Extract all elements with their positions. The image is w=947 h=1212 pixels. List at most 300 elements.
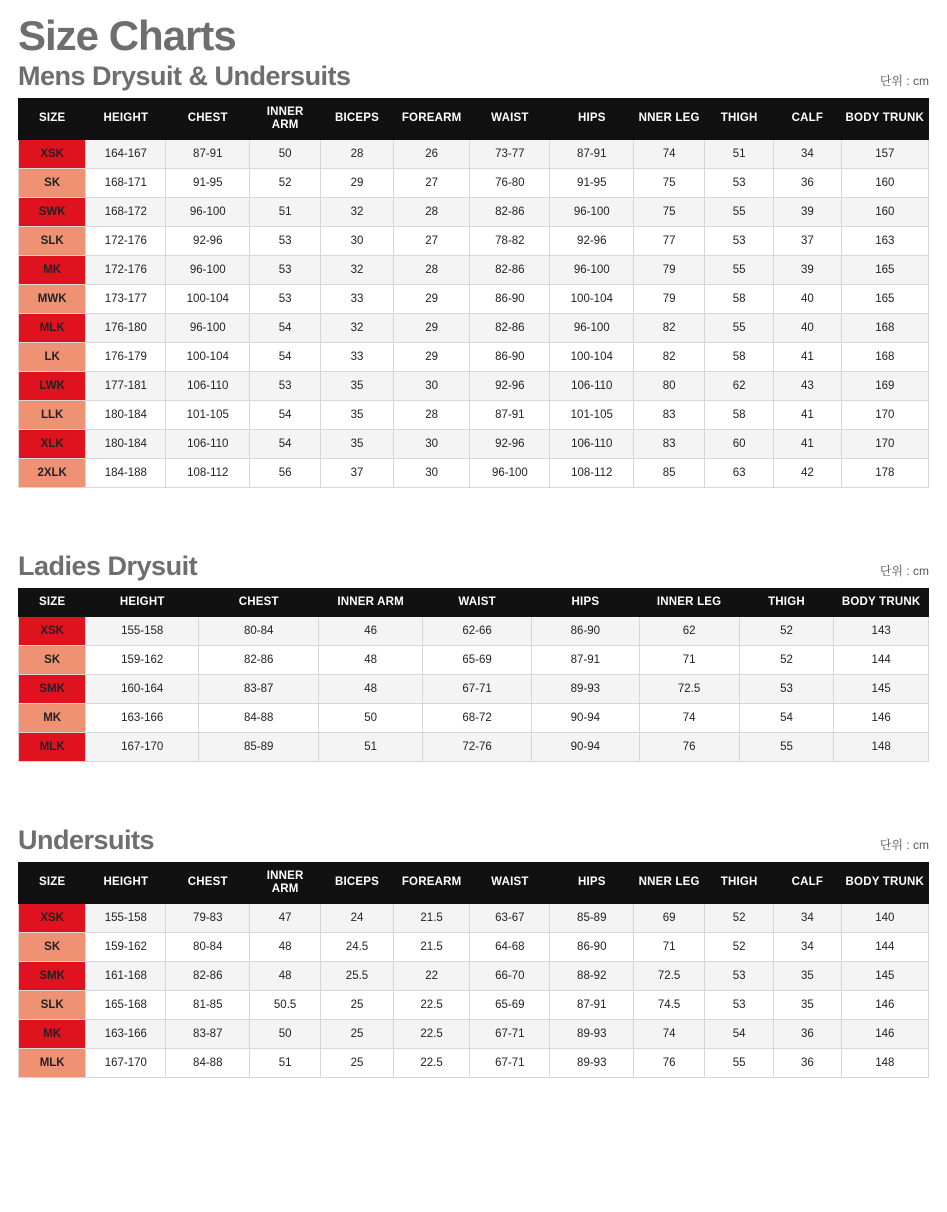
measurement-cell: 30	[321, 227, 394, 256]
table-row	[19, 227, 929, 256]
size-label-cell: SMK	[19, 675, 86, 704]
measurement-cell: 52	[250, 169, 321, 198]
table-row	[19, 430, 929, 459]
table-row	[19, 704, 929, 733]
measurement-cell: 144	[841, 933, 928, 962]
section-title: Mens Drysuit & Undersuits	[18, 61, 351, 92]
measurement-cell: 53	[705, 227, 774, 256]
measurement-cell: 35	[321, 372, 394, 401]
measurement-cell: 75	[634, 198, 705, 227]
section-title: Undersuits	[18, 825, 155, 856]
measurement-cell: 165	[841, 285, 928, 314]
measurement-cell: 53	[705, 169, 774, 198]
column-header: WAIST	[470, 98, 550, 139]
measurement-cell: 140	[841, 904, 928, 933]
measurement-cell: 21.5	[393, 904, 469, 933]
measurement-cell: 80-84	[166, 933, 250, 962]
measurement-cell: 157	[841, 140, 928, 169]
measurement-cell: 155-158	[86, 904, 166, 933]
measurement-cell: 108-112	[166, 459, 250, 488]
measurement-cell: 67-71	[470, 1049, 550, 1078]
measurement-cell: 76	[639, 733, 739, 762]
measurement-cell: 106-110	[166, 430, 250, 459]
column-header: BODY TRUNK	[841, 98, 928, 139]
measurement-cell: 79-83	[166, 904, 250, 933]
column-header: HEIGHT	[86, 98, 166, 139]
measurement-cell: 28	[393, 401, 469, 430]
measurement-cell: 159-162	[86, 646, 199, 675]
measurement-cell: 96-100	[550, 314, 634, 343]
measurement-cell: 54	[250, 314, 321, 343]
measurement-cell: 100-104	[550, 343, 634, 372]
measurement-cell: 101-105	[550, 401, 634, 430]
column-header: SIZE	[19, 862, 86, 903]
measurement-cell: 50.5	[250, 991, 321, 1020]
measurement-cell: 180-184	[86, 430, 166, 459]
measurement-cell: 25	[321, 991, 394, 1020]
measurement-cell: 53	[739, 675, 834, 704]
column-header: SIZE	[19, 98, 86, 139]
measurement-cell: 106-110	[550, 372, 634, 401]
measurement-cell: 29	[393, 314, 469, 343]
measurement-cell: 51	[705, 140, 774, 169]
measurement-cell: 25	[321, 1049, 394, 1078]
table-row	[19, 933, 929, 962]
measurement-cell: 100-104	[166, 285, 250, 314]
section-spacer	[18, 762, 929, 792]
measurement-cell: 54	[739, 704, 834, 733]
measurement-cell: 86-90	[470, 285, 550, 314]
measurement-cell: 173-177	[86, 285, 166, 314]
measurement-cell: 28	[393, 256, 469, 285]
column-header: HIPS	[550, 98, 634, 139]
size-label-cell: LK	[19, 343, 86, 372]
size-chart-section-ladies-drysuit	[18, 552, 929, 792]
size-label-cell: MK	[19, 1020, 86, 1049]
unit-note: 단위 : cm	[879, 563, 929, 578]
measurement-cell: 79	[634, 256, 705, 285]
table-row	[19, 1049, 929, 1078]
measurement-cell: 161-168	[86, 962, 166, 991]
measurement-cell: 168	[841, 343, 928, 372]
table-row	[19, 169, 929, 198]
table-row	[19, 256, 929, 285]
measurement-cell: 35	[321, 401, 394, 430]
measurement-cell: 71	[639, 646, 739, 675]
section-header	[18, 62, 929, 92]
section-title: Ladies Drysuit	[18, 551, 198, 582]
section-spacer	[18, 1078, 929, 1108]
size-label-cell: MLK	[19, 1049, 86, 1078]
measurement-cell: 28	[393, 198, 469, 227]
measurement-cell: 160-164	[86, 675, 199, 704]
measurement-cell: 82	[634, 314, 705, 343]
column-header: BICEPS	[321, 98, 394, 139]
measurement-cell: 80	[634, 372, 705, 401]
table-row	[19, 733, 929, 762]
measurement-cell: 53	[250, 227, 321, 256]
measurement-cell: 58	[705, 343, 774, 372]
measurement-cell: 96-100	[166, 198, 250, 227]
measurement-cell: 165-168	[86, 991, 166, 1020]
measurement-cell: 84-88	[166, 1049, 250, 1078]
table-row	[19, 991, 929, 1020]
measurement-cell: 87-91	[166, 140, 250, 169]
measurement-cell: 32	[321, 256, 394, 285]
size-label-cell: MLK	[19, 733, 86, 762]
sections-container	[18, 62, 929, 1108]
measurement-cell: 58	[705, 401, 774, 430]
size-chart-section-mens-drysuit-undersuits	[18, 62, 929, 518]
measurement-cell: 33	[321, 285, 394, 314]
section-header	[18, 552, 929, 582]
measurement-cell: 90-94	[532, 704, 639, 733]
measurement-cell: 34	[774, 904, 841, 933]
measurement-cell: 24.5	[321, 933, 394, 962]
measurement-cell: 145	[841, 962, 928, 991]
measurement-cell: 24	[321, 904, 394, 933]
measurement-cell: 73-77	[470, 140, 550, 169]
measurement-cell: 160	[841, 198, 928, 227]
measurement-cell: 85	[634, 459, 705, 488]
measurement-cell: 170	[841, 401, 928, 430]
measurement-cell: 39	[774, 198, 841, 227]
table-header-row	[19, 862, 929, 903]
measurement-cell: 87-91	[532, 646, 639, 675]
size-label-cell: LWK	[19, 372, 86, 401]
measurement-cell: 87-91	[550, 991, 634, 1020]
measurement-cell: 58	[705, 285, 774, 314]
measurement-cell: 85-89	[199, 733, 319, 762]
measurement-cell: 86-90	[550, 933, 634, 962]
size-table	[18, 862, 929, 1078]
measurement-cell: 52	[705, 933, 774, 962]
measurement-cell: 100-104	[550, 285, 634, 314]
size-label-cell: SK	[19, 169, 86, 198]
measurement-cell: 62-66	[423, 617, 532, 646]
measurement-cell: 72.5	[634, 962, 705, 991]
measurement-cell: 92-96	[470, 372, 550, 401]
measurement-cell: 178	[841, 459, 928, 488]
measurement-cell: 63	[705, 459, 774, 488]
measurement-cell: 106-110	[550, 430, 634, 459]
measurement-cell: 82-86	[199, 646, 319, 675]
measurement-cell: 106-110	[166, 372, 250, 401]
size-label-cell: XSK	[19, 904, 86, 933]
measurement-cell: 81-85	[166, 991, 250, 1020]
measurement-cell: 69	[634, 904, 705, 933]
measurement-cell: 32	[321, 198, 394, 227]
measurement-cell: 72-76	[423, 733, 532, 762]
column-header: BODY TRUNK	[841, 862, 928, 903]
measurement-cell: 34	[774, 140, 841, 169]
measurement-cell: 96-100	[550, 198, 634, 227]
column-header: HIPS	[550, 862, 634, 903]
table-row	[19, 617, 929, 646]
table-row	[19, 459, 929, 488]
measurement-cell: 48	[250, 933, 321, 962]
measurement-cell: 51	[250, 198, 321, 227]
column-header: CHEST	[199, 588, 319, 616]
size-label-cell: XSK	[19, 617, 86, 646]
column-header: WAIST	[470, 862, 550, 903]
measurement-cell: 184-188	[86, 459, 166, 488]
measurement-cell: 170	[841, 430, 928, 459]
measurement-cell: 36	[774, 169, 841, 198]
size-label-cell: MLK	[19, 314, 86, 343]
measurement-cell: 167-170	[86, 733, 199, 762]
measurement-cell: 82-86	[166, 962, 250, 991]
table-row	[19, 285, 929, 314]
unit-note: 단위 : cm	[879, 837, 929, 852]
measurement-cell: 145	[834, 675, 929, 704]
size-label-cell: MK	[19, 704, 86, 733]
column-header: WAIST	[423, 588, 532, 616]
table-row	[19, 343, 929, 372]
measurement-cell: 62	[705, 372, 774, 401]
measurement-cell: 77	[634, 227, 705, 256]
measurement-cell: 39	[774, 256, 841, 285]
measurement-cell: 27	[393, 227, 469, 256]
measurement-cell: 21.5	[393, 933, 469, 962]
table-row	[19, 372, 929, 401]
measurement-cell: 30	[393, 459, 469, 488]
measurement-cell: 177-181	[86, 372, 166, 401]
measurement-cell: 65-69	[470, 991, 550, 1020]
column-header: HIPS	[532, 588, 639, 616]
measurement-cell: 96-100	[470, 459, 550, 488]
measurement-cell: 48	[319, 646, 423, 675]
measurement-cell: 52	[739, 617, 834, 646]
measurement-cell: 79	[634, 285, 705, 314]
column-header: THIGH	[705, 98, 774, 139]
measurement-cell: 172-176	[86, 256, 166, 285]
unit-note: 단위 : cm	[879, 73, 929, 88]
measurement-cell: 41	[774, 401, 841, 430]
measurement-cell: 41	[774, 430, 841, 459]
measurement-cell: 35	[774, 962, 841, 991]
measurement-cell: 36	[774, 1020, 841, 1049]
size-table	[18, 588, 929, 762]
measurement-cell: 67-71	[470, 1020, 550, 1049]
measurement-cell: 55	[705, 256, 774, 285]
measurement-cell: 108-112	[550, 459, 634, 488]
table-row	[19, 646, 929, 675]
column-header: THIGH	[705, 862, 774, 903]
measurement-cell: 92-96	[550, 227, 634, 256]
size-table	[18, 98, 929, 488]
table-row	[19, 140, 929, 169]
measurement-cell: 168-171	[86, 169, 166, 198]
measurement-cell: 74.5	[634, 991, 705, 1020]
measurement-cell: 82-86	[470, 198, 550, 227]
measurement-cell: 92-96	[166, 227, 250, 256]
column-header: HEIGHT	[86, 588, 199, 616]
measurement-cell: 180-184	[86, 401, 166, 430]
measurement-cell: 53	[250, 256, 321, 285]
measurement-cell: 55	[705, 314, 774, 343]
measurement-cell: 164-167	[86, 140, 166, 169]
measurement-cell: 29	[321, 169, 394, 198]
measurement-cell: 91-95	[166, 169, 250, 198]
measurement-cell: 72.5	[639, 675, 739, 704]
measurement-cell: 83	[634, 401, 705, 430]
size-label-cell: SLK	[19, 227, 86, 256]
measurement-cell: 168	[841, 314, 928, 343]
column-header: BODY TRUNK	[834, 588, 929, 616]
measurement-cell: 48	[250, 962, 321, 991]
measurement-cell: 146	[841, 991, 928, 1020]
column-header: FOREARM	[393, 98, 469, 139]
column-header: NNER LEG	[634, 862, 705, 903]
measurement-cell: 74	[639, 704, 739, 733]
table-row	[19, 198, 929, 227]
measurement-cell: 29	[393, 343, 469, 372]
measurement-cell: 64-68	[470, 933, 550, 962]
measurement-cell: 71	[634, 933, 705, 962]
measurement-cell: 54	[250, 343, 321, 372]
measurement-cell: 144	[834, 646, 929, 675]
measurement-cell: 159-162	[86, 933, 166, 962]
table-row	[19, 904, 929, 933]
column-header: CHEST	[166, 862, 250, 903]
size-label-cell: SK	[19, 646, 86, 675]
measurement-cell: 146	[834, 704, 929, 733]
measurement-cell: 47	[250, 904, 321, 933]
measurement-cell: 84-88	[199, 704, 319, 733]
measurement-cell: 54	[250, 430, 321, 459]
measurement-cell: 76	[634, 1049, 705, 1078]
measurement-cell: 22.5	[393, 1020, 469, 1049]
measurement-cell: 100-104	[166, 343, 250, 372]
measurement-cell: 53	[250, 285, 321, 314]
measurement-cell: 55	[739, 733, 834, 762]
measurement-cell: 101-105	[166, 401, 250, 430]
measurement-cell: 82	[634, 343, 705, 372]
measurement-cell: 54	[250, 401, 321, 430]
size-label-cell: SK	[19, 933, 86, 962]
measurement-cell: 163-166	[86, 1020, 166, 1049]
measurement-cell: 76-80	[470, 169, 550, 198]
size-label-cell: SMK	[19, 962, 86, 991]
measurement-cell: 65-69	[423, 646, 532, 675]
measurement-cell: 148	[841, 1049, 928, 1078]
size-label-cell: MWK	[19, 285, 86, 314]
measurement-cell: 83-87	[199, 675, 319, 704]
column-header: INNER ARM	[319, 588, 423, 616]
measurement-cell: 148	[834, 733, 929, 762]
column-header: FOREARM	[393, 862, 469, 903]
measurement-cell: 30	[393, 430, 469, 459]
size-label-cell: SWK	[19, 198, 86, 227]
measurement-cell: 22.5	[393, 991, 469, 1020]
size-label-cell: XLK	[19, 430, 86, 459]
size-label-cell: LLK	[19, 401, 86, 430]
table-row	[19, 1020, 929, 1049]
measurement-cell: 143	[834, 617, 929, 646]
measurement-cell: 75	[634, 169, 705, 198]
measurement-cell: 83-87	[166, 1020, 250, 1049]
measurement-cell: 167-170	[86, 1049, 166, 1078]
measurement-cell: 54	[705, 1020, 774, 1049]
measurement-cell: 74	[634, 1020, 705, 1049]
measurement-cell: 40	[774, 314, 841, 343]
measurement-cell: 172-176	[86, 227, 166, 256]
measurement-cell: 46	[319, 617, 423, 646]
measurement-cell: 51	[319, 733, 423, 762]
measurement-cell: 26	[393, 140, 469, 169]
measurement-cell: 30	[393, 372, 469, 401]
measurement-cell: 32	[321, 314, 394, 343]
measurement-cell: 50	[319, 704, 423, 733]
column-header: CHEST	[166, 98, 250, 139]
measurement-cell: 29	[393, 285, 469, 314]
measurement-cell: 67-71	[423, 675, 532, 704]
measurement-cell: 42	[774, 459, 841, 488]
measurement-cell: 55	[705, 1049, 774, 1078]
measurement-cell: 40	[774, 285, 841, 314]
measurement-cell: 41	[774, 343, 841, 372]
measurement-cell: 22	[393, 962, 469, 991]
measurement-cell: 91-95	[550, 169, 634, 198]
measurement-cell: 53	[705, 991, 774, 1020]
column-header: NNER LEG	[634, 98, 705, 139]
measurement-cell: 34	[774, 933, 841, 962]
measurement-cell: 50	[250, 140, 321, 169]
measurement-cell: 62	[639, 617, 739, 646]
column-header: INNER LEG	[639, 588, 739, 616]
measurement-cell: 27	[393, 169, 469, 198]
size-label-cell: 2XLK	[19, 459, 86, 488]
column-header: THIGH	[739, 588, 834, 616]
measurement-cell: 86-90	[470, 343, 550, 372]
measurement-cell: 80-84	[199, 617, 319, 646]
measurement-cell: 74	[634, 140, 705, 169]
measurement-cell: 35	[321, 430, 394, 459]
column-header: CALF	[774, 862, 841, 903]
measurement-cell: 52	[705, 904, 774, 933]
column-header: HEIGHT	[86, 862, 166, 903]
measurement-cell: 96-100	[550, 256, 634, 285]
measurement-cell: 85-89	[550, 904, 634, 933]
measurement-cell: 36	[774, 1049, 841, 1078]
measurement-cell: 37	[321, 459, 394, 488]
measurement-cell: 51	[250, 1049, 321, 1078]
measurement-cell: 22.5	[393, 1049, 469, 1078]
size-label-cell: SLK	[19, 991, 86, 1020]
measurement-cell: 56	[250, 459, 321, 488]
measurement-cell: 155-158	[86, 617, 199, 646]
column-header: INNER ARM	[250, 862, 321, 903]
measurement-cell: 96-100	[166, 256, 250, 285]
measurement-cell: 176-180	[86, 314, 166, 343]
column-header: INNER ARM	[250, 98, 321, 139]
measurement-cell: 60	[705, 430, 774, 459]
measurement-cell: 163	[841, 227, 928, 256]
measurement-cell: 176-179	[86, 343, 166, 372]
measurement-cell: 35	[774, 991, 841, 1020]
measurement-cell: 55	[705, 198, 774, 227]
measurement-cell: 43	[774, 372, 841, 401]
measurement-cell: 88-92	[550, 962, 634, 991]
measurement-cell: 50	[250, 1020, 321, 1049]
measurement-cell: 37	[774, 227, 841, 256]
measurement-cell: 163-166	[86, 704, 199, 733]
measurement-cell: 146	[841, 1020, 928, 1049]
measurement-cell: 48	[319, 675, 423, 704]
measurement-cell: 83	[634, 430, 705, 459]
table-row	[19, 962, 929, 991]
